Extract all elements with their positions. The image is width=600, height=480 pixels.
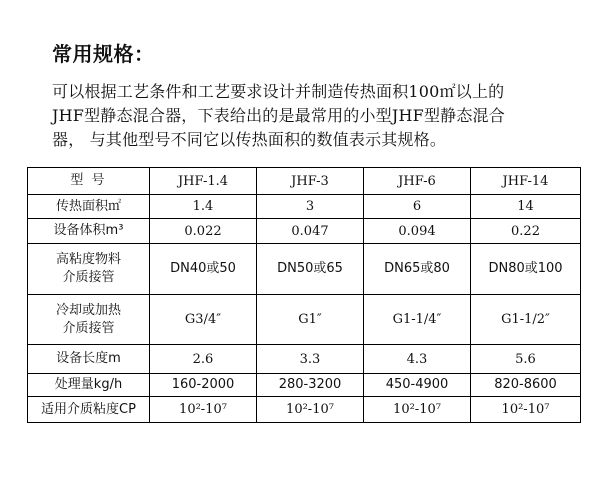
intro-line-1: 可以根据工艺条件和工艺要求设计并制造传热面积100㎡以上的 [52,82,505,101]
cell-value: G1-1/2″ [471,295,581,345]
row-label: 设备体积m³ [28,219,150,244]
cell-value: G1″ [257,295,364,345]
row-label-line-2: 介质接管 [62,270,115,285]
cell-value: DN50或65 [257,244,364,295]
header-model-2: JHF-3 [257,168,364,195]
row-label: 适用介质粘度CP [28,397,150,423]
cell-value: 2.6 [150,345,257,374]
row-label: 传热面积㎡ [28,195,150,219]
cell-value: 10²-10⁷ [257,397,364,423]
row-label [28,295,150,345]
cell-value: 0.047 [257,219,364,244]
cell-value: 280-3200 [257,374,364,397]
cell-value: 1.4 [150,195,257,219]
header-model-1: JHF-1.4 [150,168,257,195]
header-model-label: 型 号 [28,168,150,195]
table-row [28,195,581,219]
page-title: 常用规格： [52,42,155,66]
cell-value: 3.3 [257,345,364,374]
cell-value: 0.22 [471,219,581,244]
cell-value: G1-1/4″ [364,295,471,345]
cell-value: 10²-10⁷ [471,397,581,423]
header-model-3: JHF-6 [364,168,471,195]
cell-value: 4.3 [364,345,471,374]
table-row [28,219,581,244]
table-row [28,295,581,345]
cell-value: 0.022 [150,219,257,244]
row-label: 设备长度m [28,345,150,374]
cell-value: 450-4900 [364,374,471,397]
cell-value: DN65或80 [364,244,471,295]
cell-value: DN80或100 [471,244,581,295]
table-row [28,345,581,374]
table-row [28,374,581,397]
cell-value: 6 [364,195,471,219]
cell-value: 160-2000 [150,374,257,397]
row-label [28,244,150,295]
table-row [28,397,581,423]
intro-line-2: JHF型静态混合器，下表给出的是最常用的小型JHF型静态混合 [52,106,505,125]
cell-value: G3/4″ [150,295,257,345]
header-model-4: JHF-14 [471,168,581,195]
row-label-line-1: 高粘度物料 [55,252,121,267]
cell-value: 14 [471,195,581,219]
table-row [28,244,581,295]
spec-table [27,167,581,423]
cell-value: DN40或50 [150,244,257,295]
row-label: 处理量kg/h [28,374,150,397]
table-header-row [28,168,581,195]
row-label-line-1: 冷却或加热 [55,302,121,318]
cell-value: 3 [257,195,364,219]
cell-value: 820-8600 [471,374,581,397]
row-label-line-2: 介质接管 [62,320,115,336]
cell-value: 0.094 [364,219,471,244]
intro-line-3: 器， 与其他型号不同它以传热面积的数值表示其规格。 [52,130,447,149]
cell-value: 10²-10⁷ [364,397,471,423]
cell-value: 10²-10⁷ [150,397,257,423]
cell-value: 5.6 [471,345,581,374]
intro-paragraph [52,80,572,152]
